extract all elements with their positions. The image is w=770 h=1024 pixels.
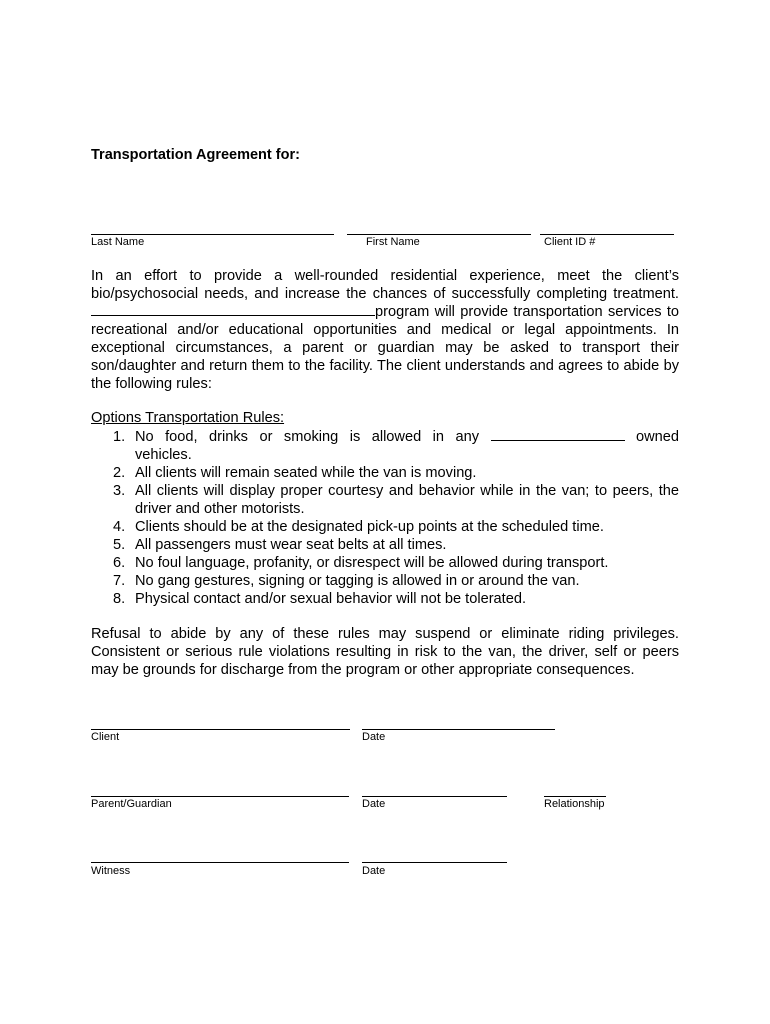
rule-item xyxy=(91,428,679,464)
rule-item xyxy=(91,482,679,518)
parent-label: Parent/Guardian xyxy=(91,798,172,810)
rule-1-cont: vehicles. xyxy=(135,447,192,463)
client-label: Client xyxy=(91,731,120,743)
rule-item xyxy=(91,464,679,482)
rule-1-line xyxy=(135,428,679,446)
rule-item xyxy=(91,536,679,554)
rules-heading: Options Transportation Rules: xyxy=(91,410,285,426)
last-name-line[interactable] xyxy=(91,234,334,235)
witness-signature-line[interactable] xyxy=(91,862,349,863)
rule-number: 4. xyxy=(113,519,126,535)
parent-signature-line[interactable] xyxy=(91,796,349,797)
rule-number: 6. xyxy=(113,555,126,571)
owner-blank[interactable] xyxy=(491,440,625,441)
rule-text: No gang gestures, signing or tagging is allowed in or around the van. xyxy=(135,573,580,589)
rule-text: All clients will display proper courtesy and behavior while in the van; to peers, the driver and other motorists. xyxy=(135,483,679,517)
rule-item xyxy=(91,518,679,536)
intro-text-2: program will provide transportation services to recreational and/or educational opportunities and medical or legal appointments. In exceptional circumstances, a parent or guardian may be asked to transport their son/daughter and return them to the facility. The client understands and agrees to abide by the following rules: xyxy=(91,304,679,392)
rule-item xyxy=(91,572,679,590)
witness-date-label: Date xyxy=(362,865,386,877)
rule-text: Physical contact and/or sexual behavior will not be tolerated. xyxy=(135,591,527,607)
rule-number: 2. xyxy=(113,465,126,481)
rule-number: 1. xyxy=(113,429,126,445)
client-id-label: Client ID # xyxy=(544,236,596,248)
rule-1-text-before: No food, drinks or smoking is allowed in any xyxy=(135,429,480,445)
rule-text: All passengers must wear seat belts at all times. xyxy=(135,537,447,553)
relationship-line[interactable] xyxy=(544,796,606,797)
rule-number: 7. xyxy=(113,573,126,589)
closing-paragraph: Refusal to abide by any of these rules may suspend or eliminate riding privileges. Consistent or serious rule violations resulting in risk to the van, the driver, self or peers may be grounds for discharge from the program or other appropriate consequences. xyxy=(91,626,679,678)
rule-number: 3. xyxy=(113,483,126,499)
rule-1-owned: owned xyxy=(635,429,679,445)
rule-text: No foul language, profanity, or disrespect will be allowed during transport. xyxy=(135,555,609,571)
intro-paragraph xyxy=(91,267,679,393)
rule-text: Clients should be at the designated pick-up points at the scheduled time. xyxy=(135,519,604,535)
client-id-line[interactable] xyxy=(540,234,674,235)
first-name-line[interactable] xyxy=(347,234,531,235)
rules-list xyxy=(91,428,679,608)
last-name-label: Last Name xyxy=(91,236,145,248)
intro-text-1: In an effort to provide a well-rounded residential experience, meet the client’s bio/psychosocial needs, and increase the chances of successfully completing treatment. xyxy=(91,268,679,302)
relationship-label: Relationship xyxy=(544,798,605,810)
first-name-label: First Name xyxy=(366,236,420,248)
program-name-blank[interactable] xyxy=(91,315,375,316)
parent-date-label: Date xyxy=(362,798,386,810)
witness-date-line[interactable] xyxy=(362,862,507,863)
client-date-label: Date xyxy=(362,731,386,743)
rule-text: All clients will remain seated while the van is moving. xyxy=(135,465,477,481)
rule-item xyxy=(91,590,679,608)
rule-item xyxy=(91,554,679,572)
witness-label: Witness xyxy=(91,865,131,877)
client-signature-line[interactable] xyxy=(91,729,350,730)
parent-date-line[interactable] xyxy=(362,796,507,797)
client-date-line[interactable] xyxy=(362,729,555,730)
rule-number: 8. xyxy=(113,591,126,607)
rule-number: 5. xyxy=(113,537,126,553)
document-title: Transportation Agreement for: xyxy=(91,147,300,163)
